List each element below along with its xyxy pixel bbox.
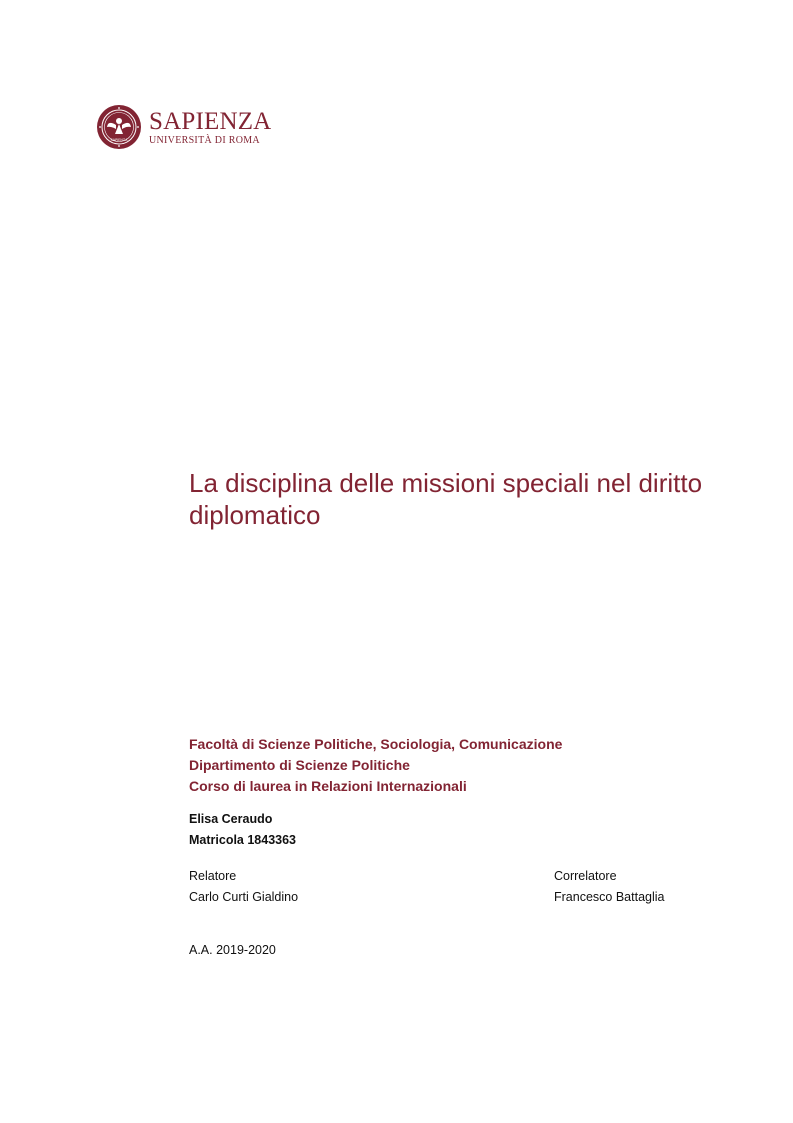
cosupervisor-block	[554, 866, 664, 908]
university-logo	[96, 104, 272, 154]
thesis-title: La disciplina delle missioni speciali nel diritto diplomatico	[189, 468, 703, 530]
student-name: Elisa Ceraudo	[189, 812, 273, 826]
logo-wordmark	[149, 110, 271, 147]
seal-lettering: SAPIENZA	[110, 138, 128, 142]
affiliation-block	[189, 734, 562, 797]
student-block	[189, 809, 296, 851]
academic-year: A.A. 2019-2020	[189, 943, 276, 957]
supervisor-name: Carlo Curti Gialdino	[189, 890, 299, 904]
university-name: SAPIENZA	[149, 108, 272, 135]
faculty-name: Facoltà di Scienze Politiche, Sociologia, Comunicazione	[189, 736, 563, 752]
course-name: Corso di laurea in Relazioni Internazionali	[189, 778, 467, 794]
cosupervisor-name: Francesco Battaglia	[554, 890, 665, 904]
student-matricola: Matricola 1843363	[189, 833, 297, 847]
university-subtitle: UNIVERSITÀ DI ROMA	[149, 135, 260, 146]
supervisor-role: Relatore	[189, 869, 237, 883]
supervisor-block	[189, 866, 298, 908]
cosupervisor-role: Correlatore	[554, 869, 617, 883]
department-name: Dipartimento di Scienze Politiche	[189, 757, 410, 773]
sapienza-seal-icon	[96, 104, 142, 150]
